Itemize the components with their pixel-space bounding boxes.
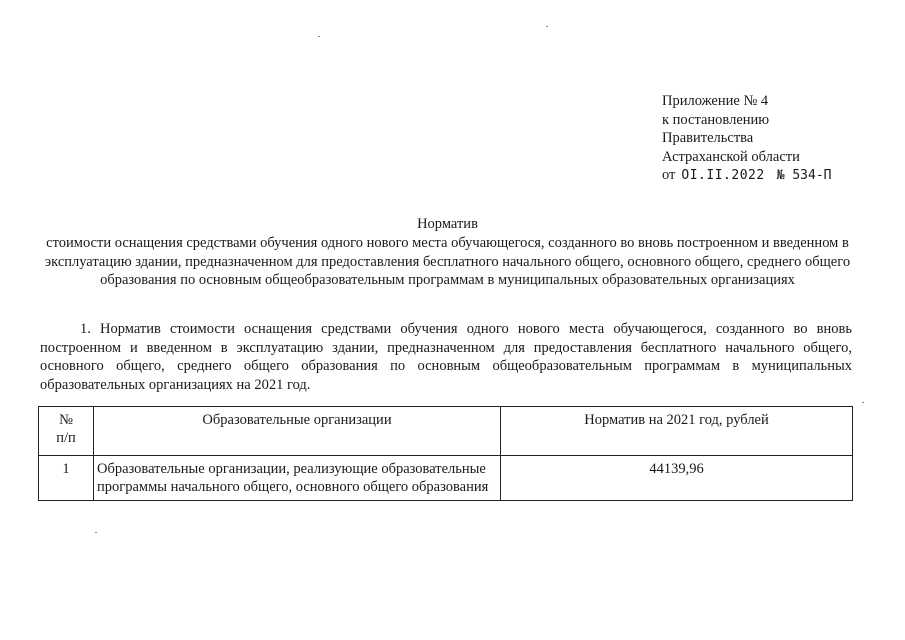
appendix-line-5 (662, 166, 892, 186)
document-title: Норматив (417, 216, 478, 232)
row-org: Образовательные организации, реализующие образовательные программы начального общего, основного общего образования (94, 456, 501, 501)
scan-speck (862, 402, 864, 403)
appendix-number: № 534-П (776, 168, 832, 183)
appendix-line-3: Правительства (662, 130, 754, 146)
scan-speck (95, 532, 97, 533)
appendix-line-2: к постановлению (662, 111, 770, 128)
table-header-row (39, 407, 853, 456)
appendix-line-1: Приложение № 4 (662, 93, 769, 109)
appendix-block (662, 92, 892, 186)
header-num-line-1: № (59, 412, 73, 428)
header-num-line-2: п/п (56, 430, 76, 446)
norm-table (38, 406, 853, 501)
scan-speck (546, 26, 548, 27)
table-row (39, 456, 853, 501)
row-num: 1 (39, 456, 94, 501)
header-org: Образовательные организации (94, 407, 501, 456)
appendix-line-4: Астраханской области (662, 148, 800, 165)
header-value: Норматив на 2021 год, рублей (501, 407, 853, 456)
appendix-date-prefix: от (662, 167, 676, 183)
header-num (39, 407, 94, 456)
paragraph-1: 1. Норматив стоимости оснащения средствами обучения одного нового места обучающегося, созданного во вновь построенном и введенном в эксплуатацию здании, предназначенном для предоставления бесплатного начального общего, основного общего, среднего общего образования по основным общеобразовательным программам в муниципальных образовательных организациях на 2021 год. (40, 321, 852, 393)
appendix-date: OI.II.2022 (681, 168, 765, 183)
document-subtitle: стоимости оснащения средствами обучения одного нового места обучающегося, созданного во вновь построенном и введенном в эксплуатацию здании, предназначенном для предоставления бесплатного начального общего, основного общего, среднего общего образования по основным общеобразовательным программам в муниципальных образовательных организациях (44, 235, 851, 288)
scan-speck (318, 36, 320, 37)
row-value: 44139,96 (501, 456, 853, 501)
